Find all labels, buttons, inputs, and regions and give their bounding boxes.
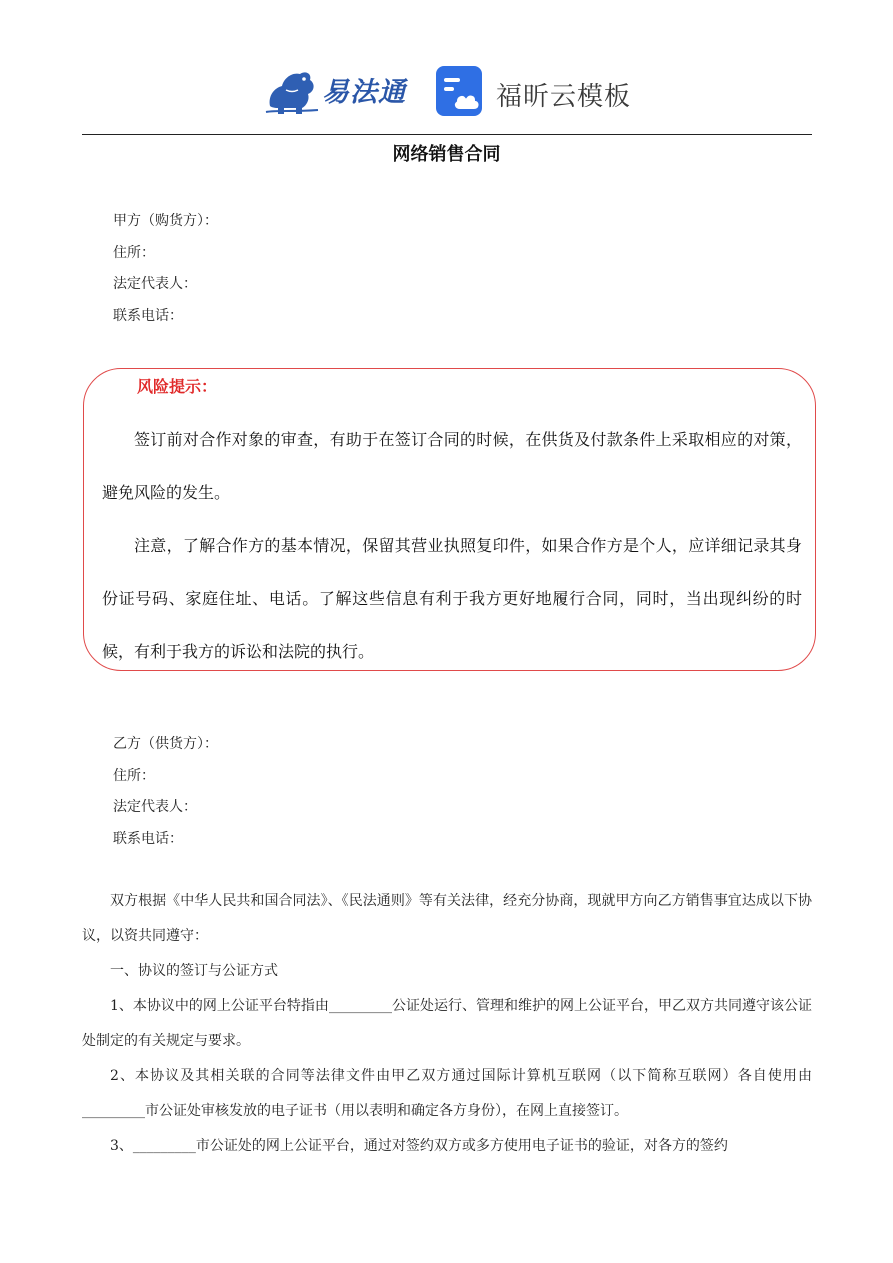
section-heading: 一、协议的签订与公证方式 [110,963,278,979]
cloud-document-icon [436,66,486,116]
contract-intro: 双方根据《中华人民共和国合同法》、《民法通则》等有关法律，经充分协商，现就甲方向乙方销售事宜达成以下协议，以资共同遵守： [82,893,812,944]
foxit-template-logo [436,66,636,118]
party-b-phone: 联系电话： [113,830,183,847]
page-header [0,58,893,122]
party-b-address: 住所： [113,767,155,784]
clause-3: 3、_________市公证处的网上公证平台，通过对签约双方或多方使用电子证书的验证，对各方的签约 [110,1138,728,1154]
clause-2: 2、本协议及其相关联的合同等法律文件由甲乙双方通过国际计算机互联网（以下简称互联网）各自使用由_________市公证处审核发放的电子证书（用以表明和确定各方身份），在网上直接签订。 [82,1068,812,1119]
risk-notice-paragraph: 注意，了解合作方的基本情况，保留其营业执照复印件，如果合作方是个人，应详细记录其身份证号码、家庭住址、电话。了解这些信息有利于我方更好地履行合同，同时，当出现纠纷的时候，有利于我方的诉讼和法院的执行。 [102,536,802,661]
party-a-block [113,206,218,332]
risk-notice-box [83,368,816,671]
foxit-template-logo-text: 福昕云模板 [496,82,632,112]
clause-1: 1、本协议中的网上公证平台特指由_________公证处运行、管理和维护的网上公证平台，甲乙双方共同遵守该公证处制定的有关规定与要求。 [82,998,812,1049]
party-a-name: 甲方（购货方）： [113,213,218,229]
party-a-legal-rep: 法定代表人： [113,276,197,292]
contract-body [82,884,812,1164]
risk-notice-body [102,413,802,678]
party-b-block [113,729,218,855]
party-b-legal-rep: 法定代表人： [113,799,197,815]
party-b-name: 乙方（供货方）： [113,736,218,752]
party-a-phone: 联系电话： [113,307,183,324]
yifatong-logo-text: 易法通 [322,77,406,108]
risk-notice-paragraph: 签订前对合作对象的审查，有助于在签订合同的时候，在供货及付款条件上采取相应的对策，避免风险的发生。 [102,430,802,502]
yifatong-logo [262,62,412,118]
party-a-address: 住所： [113,244,155,261]
lion-icon [262,62,322,118]
risk-notice-title: 风险提示： [137,377,218,396]
header-divider [82,134,812,135]
page-title: 网络销售合同 [392,144,501,165]
